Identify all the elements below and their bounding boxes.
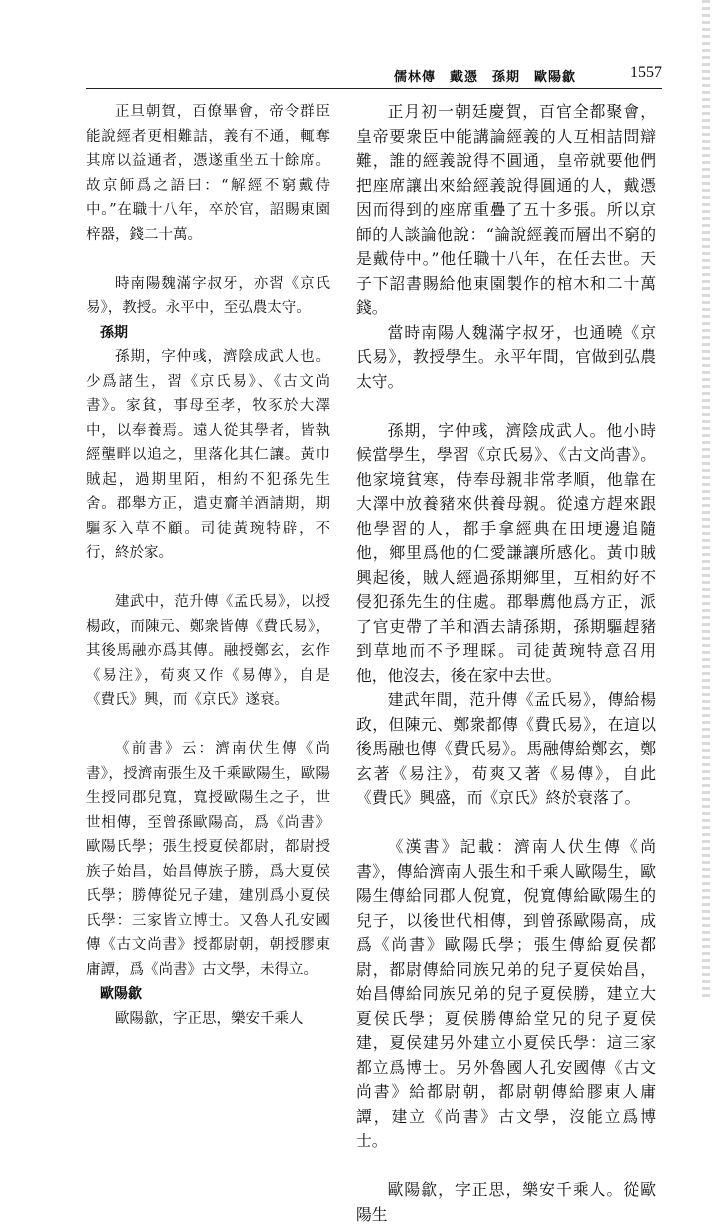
right-paragraph-2: 當時南陽人魏滿字叔牙，也通曉《京氏易》，教授學生。永平年間，官做到弘農太守。	[356, 322, 656, 391]
header-rule	[86, 88, 662, 89]
page-number: 1557	[630, 64, 662, 81]
left-paragraph-5: 《前書》云：濟南伏生傳《尚書》，授濟南張生及千乘歐陽生，歐陽生授同郡兒寬，寬授歐陽生之子，世世相傳，至曾孫歐陽高，爲《尚書》歐陽氏學；張生授夏侯都尉，都尉授族子始昌，始昌傳族子勝，爲大夏侯氏學；勝傳從兄子建，建別爲小夏侯氏學：三家皆立博士。又魯人孔安國傳《古文尚書》授都尉朝，朝授膠東庸譚，爲《尚書》古文學，未得立。	[86, 741, 330, 978]
page-header	[86, 50, 662, 84]
right-paragraph-1: 正月初一朝廷慶賀，百官全都聚會，皇帝要衆臣中能講論經義的人互相詰問辯難，誰的經義說得不圓通，皇帝就要他們把座席讓出來給經義說得圓通的人，戴憑因而得到的座席重疊了五十多張。所以京師的人談論他說：“論說經義而層出不窮的是戴侍中。”他任職十八年，在任去世。天子下詔書賜給他東園製作的棺木和二十萬錢。	[356, 102, 656, 317]
right-paragraph-3: 孫期，字仲彧，濟陰成武人。他小時候當學生，學習《京氏易》、《古文尚書》。他家境貧寒，侍奉母親非常孝順，他靠在大澤中放養豬來供養母親。從遠方趕來跟他學習的人，都手拿經典在田埂邊追隨他，鄉里爲他的仁愛謙讓所感化。黃巾賊興起後，賊人經過孫期鄉里，互相約好不侵犯孫先生的住處。郡舉薦他爲方正，派了官吏帶了羊和酒去請孫期，孫期驅趕豬到草地而不予理睬。司徒黃琬特意召用他，他沒去，後在家中去世。	[356, 420, 656, 685]
left-paragraph-2: 時南陽魏滿字叔牙，亦習《京氏易》，教授。永平中，至弘農太守。	[86, 275, 330, 316]
right-paragraph-6: 歐陽歙，字正思，樂安千乘人。從歐陽生	[356, 1180, 656, 1224]
translation-column	[356, 100, 656, 1227]
left-paragraph-6: 歐陽歙，字正思，樂安千乘人	[115, 1010, 304, 1027]
left-paragraph-1: 正旦朝賀，百僚畢會，帝令群臣能說經者更相難詰，義有不通，輒奪其席以益通者，憑遂重坐五十餘席。故京師爲之語曰：“解經不窮戴侍中。”在職十八年，卒於官，詔賜東園梓器，錢二十萬。	[86, 104, 330, 243]
classical-text-column	[86, 100, 330, 1031]
section-heading-ouyang-xi: 歐陽歙	[100, 986, 142, 1002]
scan-edge-marks	[702, 0, 710, 1000]
running-title: 儒林傳 戴憑 孫期 歐陽歙	[393, 70, 576, 85]
right-paragraph-4: 建武年間，范升傳《孟氏易》，傳給楊政，但陳元、鄭衆都傳《費氏易》，在這以後馬融也傳《費氏易》。馬融傳給鄭玄，鄭玄著《易注》，荀爽又著《易傳》，自此《費氏》興盛，而《京氏》終於衰落了。	[356, 690, 656, 807]
left-paragraph-4: 建武中，范升傳《孟氏易》，以授楊政，而陳元、鄭衆皆傳《費氏易》，其後馬融亦爲其傳。融授鄭玄，玄作《易注》，荀爽又作《易傳》，自是《費氏》興，而《京氏》遂衰。	[86, 594, 330, 708]
section-heading-sun-qi: 孫期	[100, 324, 128, 341]
right-paragraph-5: 《漢書》記載：濟南人伏生傳《尚書》，傳給濟南人張生和千乘人歐陽生，歐陽生傳給同郡人倪寬，倪寬傳給歐陽生的兒子，以後世代相傳，到曾孫歐陽高，成爲《尚書》歐陽氏學；張生傳給夏侯都尉，都尉傳給同族兄弟的兒子夏侯始昌，始昌傳給同族兄弟的兒子夏侯勝，建立大夏侯氏學；夏侯勝傳給堂兄的兒子夏侯建，夏侯建另外建立小夏侯氏學：這三家都立爲博士。另外魯國人孔安國傳《古文尚書》給都尉朝，都尉朝傳給膠東人庸譚，建立《尚書》古文學，沒能立爲博士。	[356, 837, 656, 1150]
left-paragraph-3: 孫期，字仲彧，濟陰成武人也。少爲諸生，習《京氏易》、《古文尚書》。家貧，事母至孝，牧豕於大澤中，以奉養焉。遠人從其學者，皆執經壟畔以追之，里落化其仁讓。黃巾賊起，過期里陌，相約不犯孫先生舍。郡舉方正，遣吏齎羊酒請期，期驅豕入草不顧。司徒黃琬特辟，不行，終於家。	[86, 349, 330, 561]
